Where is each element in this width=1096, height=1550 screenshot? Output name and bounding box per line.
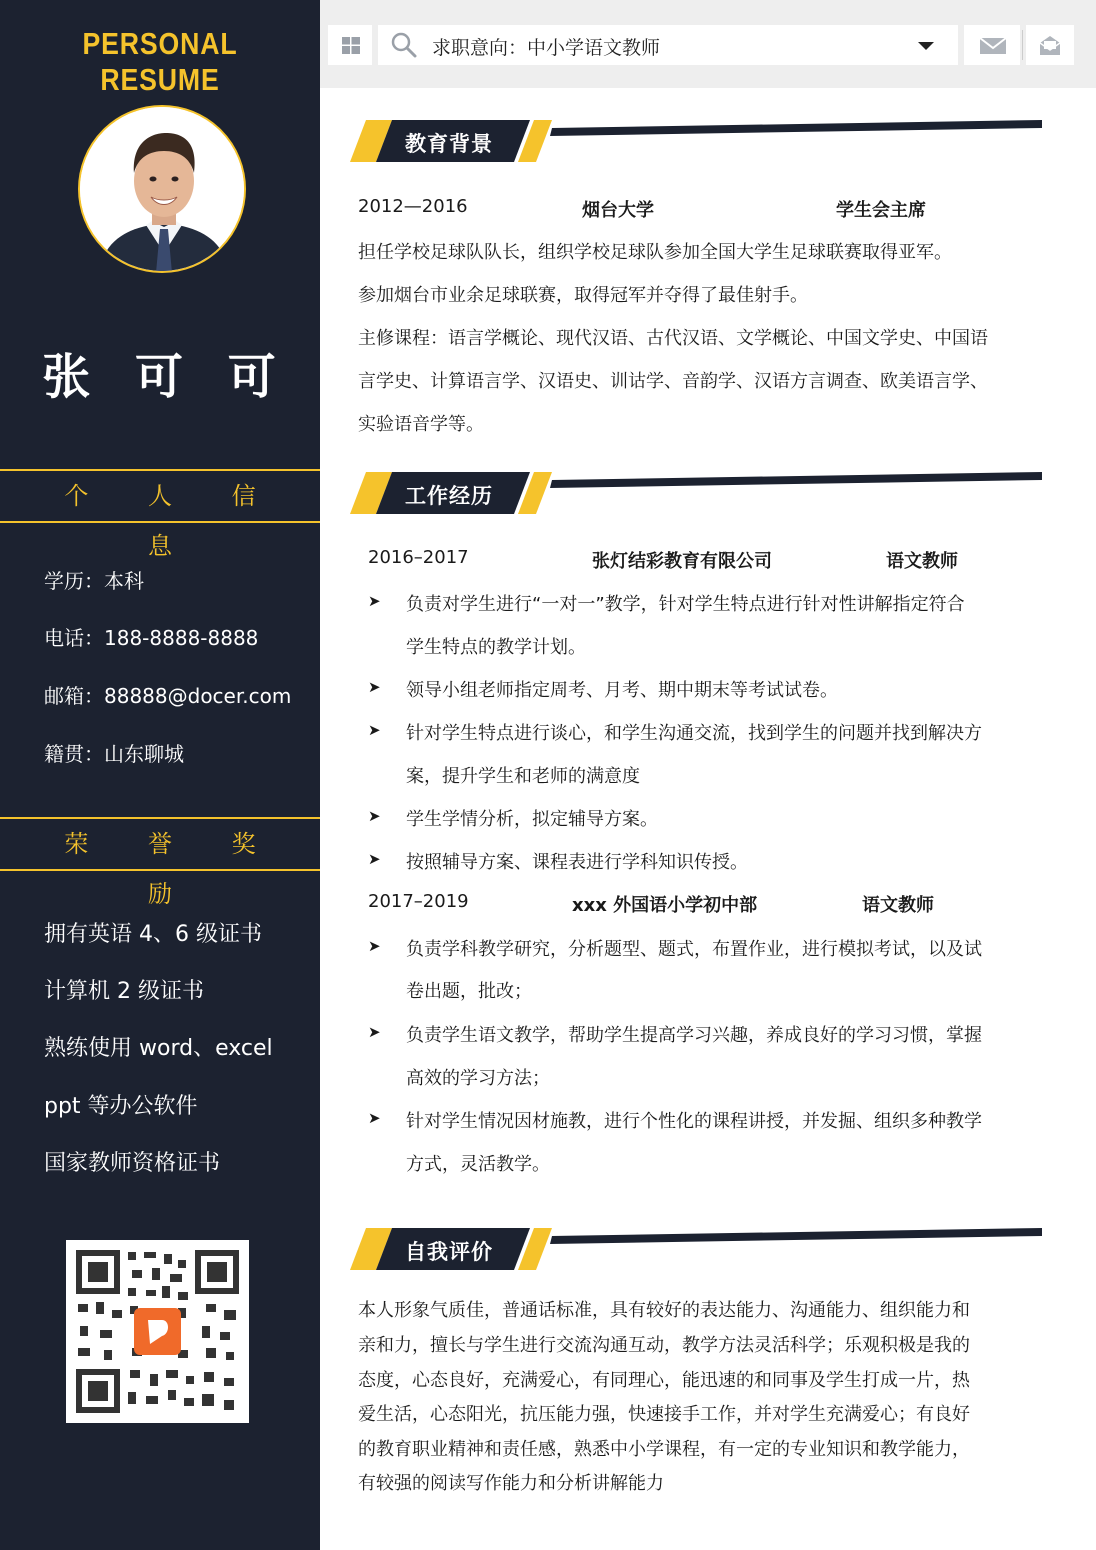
self-eval-line: 本人形象气质佳，普通话标准，具有较好的表达能力、沟通能力、组织能力和 (358, 1300, 970, 1321)
personal-info-heading: 个 人 信 息 (0, 469, 320, 523)
job-bullet-text: 负责学生语文教学，帮助学生提高学习兴趣，养成良好的学习习惯，掌握 (406, 1025, 982, 1046)
mail-button[interactable] (964, 25, 1020, 65)
arrowhead-bullet-icon: ➤ (368, 937, 381, 955)
info-label: 籍贯： (44, 742, 104, 766)
brand-title: PERSONAL RESUME (82, 26, 238, 97)
section-title: 自我评价 (405, 1240, 493, 1264)
honors-heading: 荣 誉 奖 励 (0, 817, 320, 871)
job-intention-text: 求职意向：中小学语文教师 (432, 37, 661, 59)
windows-icon (342, 37, 360, 58)
job-bullet-text: 学生特点的教学计划。 (406, 637, 586, 658)
self-eval-line: 爱生活，心态阳光，抗压能力强，快速接手工作，并对学生充满爱心；有良好 (358, 1404, 970, 1425)
self-eval-line: 有较强的阅读写作能力和分析讲解能力 (358, 1473, 664, 1494)
edu-school: 烟台大学 (582, 200, 654, 221)
edu-line: 实验语音学等。 (358, 414, 484, 435)
avatar (78, 105, 246, 273)
job-role: 语文教师 (886, 551, 958, 572)
arrowhead-bullet-icon: ➤ (368, 1109, 381, 1127)
job-bullet-text: 领导小组老师指定周考、月考、期中期末等考试试卷。 (406, 680, 838, 701)
info-phone (44, 622, 258, 651)
job-bullet-text: 负责对学生进行“一对一”教学，针对学生特点进行针对性讲解指定符合 (406, 594, 965, 615)
arrowhead-bullet-icon: ➤ (368, 850, 381, 868)
open-mail-icon (1038, 33, 1062, 61)
info-value: 88888@docer.com (104, 684, 292, 708)
job-company: 张灯结彩教育有限公司 (592, 551, 772, 572)
edu-role: 学生会主席 (836, 200, 926, 221)
job-bullet-text: 方式，灵活教学。 (406, 1154, 550, 1175)
edu-line: 主修课程：语言学概论、现代汉语、古代汉语、文学概论、中国文学史、中国语 (358, 328, 988, 349)
job-bullet-text: 针对学生情况因材施教，进行个性化的课程讲授，并发掘、组织多种教学 (406, 1111, 982, 1132)
job-period: 2017–2019 (368, 891, 469, 912)
arrowhead-bullet-icon: ➤ (368, 1023, 381, 1041)
honor-item: 熟练使用 word、excel (44, 1036, 273, 1061)
qr-code (66, 1240, 249, 1423)
section-title: 教育背景 (405, 132, 493, 156)
info-value: 188-8888-8888 (104, 626, 259, 650)
self-eval-line: 的教育职业精神和责任感，熟悉中小学课程，有一定的专业知识和教学能力， (358, 1439, 970, 1460)
open-mail-button[interactable] (1026, 25, 1074, 65)
job-period: 2016–2017 (368, 547, 469, 568)
arrowhead-bullet-icon: ➤ (368, 592, 381, 610)
education-section-header (350, 120, 1045, 162)
edu-period: 2012—2016 (358, 196, 468, 217)
edu-line: 言学史、计算语言学、汉语史、训诂学、音韵学、汉语方言调查、欧美语言学、 (358, 371, 988, 392)
chevron-down-icon[interactable] (918, 42, 934, 50)
edu-line: 担任学校足球队队长，组织学校足球队参加全国大学生足球联赛取得亚军。 (358, 242, 952, 263)
person-name: 张 可 可 (42, 349, 290, 405)
self-eval-line: 态度，心态良好，充满爱心，有同理心，能迅速的和同事及学生打成一片，热 (358, 1370, 970, 1391)
search-box[interactable] (378, 25, 958, 65)
honor-item: 拥有英语 4、6 级证书 (44, 922, 262, 947)
job-role: 语文教师 (862, 895, 934, 916)
info-label: 电话： (44, 626, 104, 650)
job-bullet-text: 卷出题，批改； (406, 981, 532, 1002)
honor-item: ppt 等办公软件 (44, 1094, 198, 1119)
self-eval-line: 亲和力，擅长与学生进行交流沟通互动，教学方法灵活科学；乐观积极是我的 (358, 1335, 970, 1356)
arrowhead-bullet-icon: ➤ (368, 678, 381, 696)
job-bullet-text: 学生学情分析，拟定辅导方案。 (406, 809, 658, 830)
search-icon (390, 31, 418, 63)
info-label: 邮箱： (44, 684, 104, 708)
work-section-header (350, 472, 1045, 514)
job-bullet-text: 案，提升学生和老师的满意度 (406, 766, 640, 787)
windows-button[interactable] (328, 25, 372, 65)
edu-line: 参加烟台市业余足球联赛，取得冠军并夺得了最佳射手。 (358, 285, 808, 306)
honor-item: 计算机 2 级证书 (44, 979, 204, 1004)
job-bullet-text: 针对学生特点进行谈心，和学生沟通交流，找到学生的问题并找到解决方 (406, 723, 982, 744)
job-company: xxx 外国语小学初中部 (572, 895, 758, 916)
info-hometown (44, 738, 184, 767)
top-bar (320, 0, 1096, 88)
job-bullet-text: 高效的学习方法； (406, 1068, 550, 1089)
honor-item: 国家教师资格证书 (44, 1151, 221, 1176)
arrowhead-bullet-icon: ➤ (368, 721, 381, 739)
info-value: 山东聊城 (104, 742, 184, 766)
job-bullet-text: 负责学科教学研究，分析题型、题式，布置作业，进行模拟考试，以及试 (406, 939, 982, 960)
self-eval-section-header (350, 1228, 1045, 1270)
info-label: 学历： (44, 569, 104, 593)
arrowhead-bullet-icon: ➤ (368, 807, 381, 825)
job-bullet-text: 按照辅导方案、课程表进行学科知识传授。 (406, 852, 748, 873)
section-title: 工作经历 (405, 484, 493, 508)
info-email (44, 680, 291, 709)
info-education (44, 565, 144, 594)
toolbar-divider (1022, 30, 1023, 60)
mail-icon (979, 37, 1007, 59)
info-value: 本科 (104, 569, 144, 593)
sidebar (0, 0, 320, 1550)
